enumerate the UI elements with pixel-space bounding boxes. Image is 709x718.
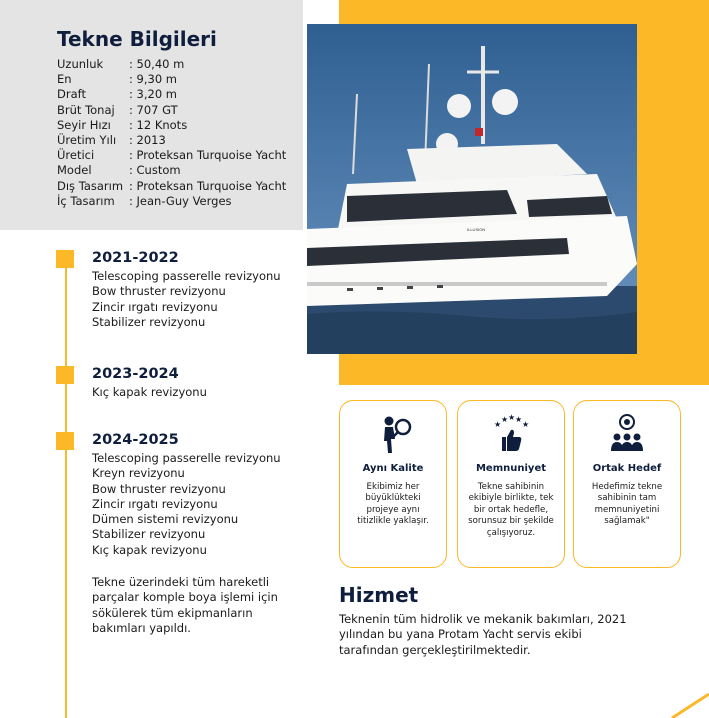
timeline-item: Kıç kapak revizyonu xyxy=(92,542,207,557)
svg-text:★: ★ xyxy=(501,415,509,424)
timeline-year: 2023-2024 xyxy=(92,366,179,382)
card-text: Tekne sahibinin ekibiyle birlikte, tek bir ortak hedefle, sorunsuz bir şekilde çalışıyoruz. xyxy=(468,482,554,538)
spec-value: : 707 GT xyxy=(129,102,178,117)
card-title: Ortak Hedef xyxy=(592,463,662,474)
timeline-marker xyxy=(56,432,74,450)
svg-text:★: ★ xyxy=(494,420,502,429)
spec-row xyxy=(57,103,286,118)
timeline-item: Bow thruster revizyonu xyxy=(92,284,226,299)
card-title: Aynı Kalite xyxy=(362,463,424,474)
timeline-marker xyxy=(56,250,74,268)
thumbs-up-stars-icon xyxy=(458,413,564,457)
spec-value: : 2013 xyxy=(129,133,166,148)
timeline-item: Bow thruster revizyonu xyxy=(92,481,226,496)
spec-label: Draft xyxy=(57,87,86,102)
spec-label: İç Tasarım xyxy=(57,193,115,208)
spec-label: Seyir Hızı xyxy=(57,117,111,132)
spec-label: Dış Tasarım xyxy=(57,178,124,193)
spec-label: Uzunluk xyxy=(57,57,104,71)
service-text: Teknenin tüm hidrolik ve mekanik bakımları, 2021 yılından bu yana Protam Yacht servis ekibi tarafından gerçekleştirilmektedir. xyxy=(339,612,627,657)
spec-row xyxy=(57,179,286,194)
card-common-goal xyxy=(573,400,681,568)
card-text: Ekibimiz her büyüklükteki projeye aynı titizlikle yaklaşır. xyxy=(357,482,429,527)
spec-value: : 9,30 m xyxy=(129,72,177,87)
timeline-item: Kıç kapak revizyonu xyxy=(92,385,207,399)
spec-value: : 50,40 m xyxy=(129,57,185,71)
spec-label: En xyxy=(57,72,72,87)
hull-name: ILLUSION xyxy=(467,227,486,232)
spec-label: Üretici xyxy=(57,148,95,163)
specs-list xyxy=(57,57,286,209)
spec-value: : 12 Knots xyxy=(129,117,188,132)
timeline-item: Dümen sistemi revizyonu xyxy=(92,512,239,527)
spec-row xyxy=(57,163,286,178)
timeline-line xyxy=(65,258,67,718)
timeline-year: 2024-2025 xyxy=(92,432,179,448)
card-text: Hedefimiz tekne sahibinin tam memnuniyetini sağlamak" xyxy=(591,482,663,527)
card-same-quality xyxy=(339,400,447,568)
spec-value: : Proteksan Turquoise Yacht xyxy=(129,148,287,163)
yacht-photo xyxy=(307,24,637,354)
spec-value: : Custom xyxy=(129,163,181,178)
spec-value: : Jean-Guy Verges xyxy=(129,193,232,208)
timeline-entry xyxy=(92,366,207,400)
card-satisfaction xyxy=(457,400,565,568)
svg-text:★: ★ xyxy=(515,415,523,424)
spec-row xyxy=(57,87,286,102)
spec-row xyxy=(57,133,286,148)
svg-text:★: ★ xyxy=(522,420,530,429)
spec-row xyxy=(57,118,286,133)
timeline-year: 2021-2022 xyxy=(92,250,179,266)
timeline-item: Kreyn revizyonu xyxy=(92,466,185,481)
card-title: Memnuniyet xyxy=(475,463,547,474)
spec-row xyxy=(57,148,286,163)
svg-text:★: ★ xyxy=(508,413,516,422)
timeline-item: Stabilizer revizyonu xyxy=(92,527,206,542)
spec-label: Brüt Tonaj xyxy=(57,102,115,117)
timeline-item: Stabilizer revizyonu xyxy=(92,314,206,329)
spec-row xyxy=(57,57,286,72)
timeline-entry xyxy=(92,250,281,330)
timeline-marker xyxy=(56,366,74,384)
timeline-item: Telescoping passerelle revizyonu xyxy=(92,451,281,465)
timeline-note: Tekne üzerindeki tüm hareketli parçalar komple boya işlemi için sökülerek tüm ekipmanların bakımları yapıldı. xyxy=(92,575,278,635)
timeline-item: Zincir ırgatı revizyonu xyxy=(92,299,218,314)
spec-value: : 3,20 m xyxy=(129,87,177,102)
timeline-item: Zincir ırgatı revizyonu xyxy=(92,496,218,511)
timeline-item: Telescoping passerelle revizyonu xyxy=(92,269,281,283)
timeline-entry xyxy=(92,432,281,558)
spec-row xyxy=(57,72,286,87)
team-target-icon xyxy=(574,413,680,457)
service-title: Hizmet xyxy=(339,583,419,607)
spec-label: Model xyxy=(57,163,92,178)
spec-row xyxy=(57,194,286,209)
spec-value: : Proteksan Turquoise Yacht xyxy=(129,178,287,193)
specs-title: Tekne Bilgileri xyxy=(57,27,217,51)
tennis-player-icon xyxy=(340,413,446,457)
spec-label: Üretim Yılı xyxy=(57,133,117,148)
